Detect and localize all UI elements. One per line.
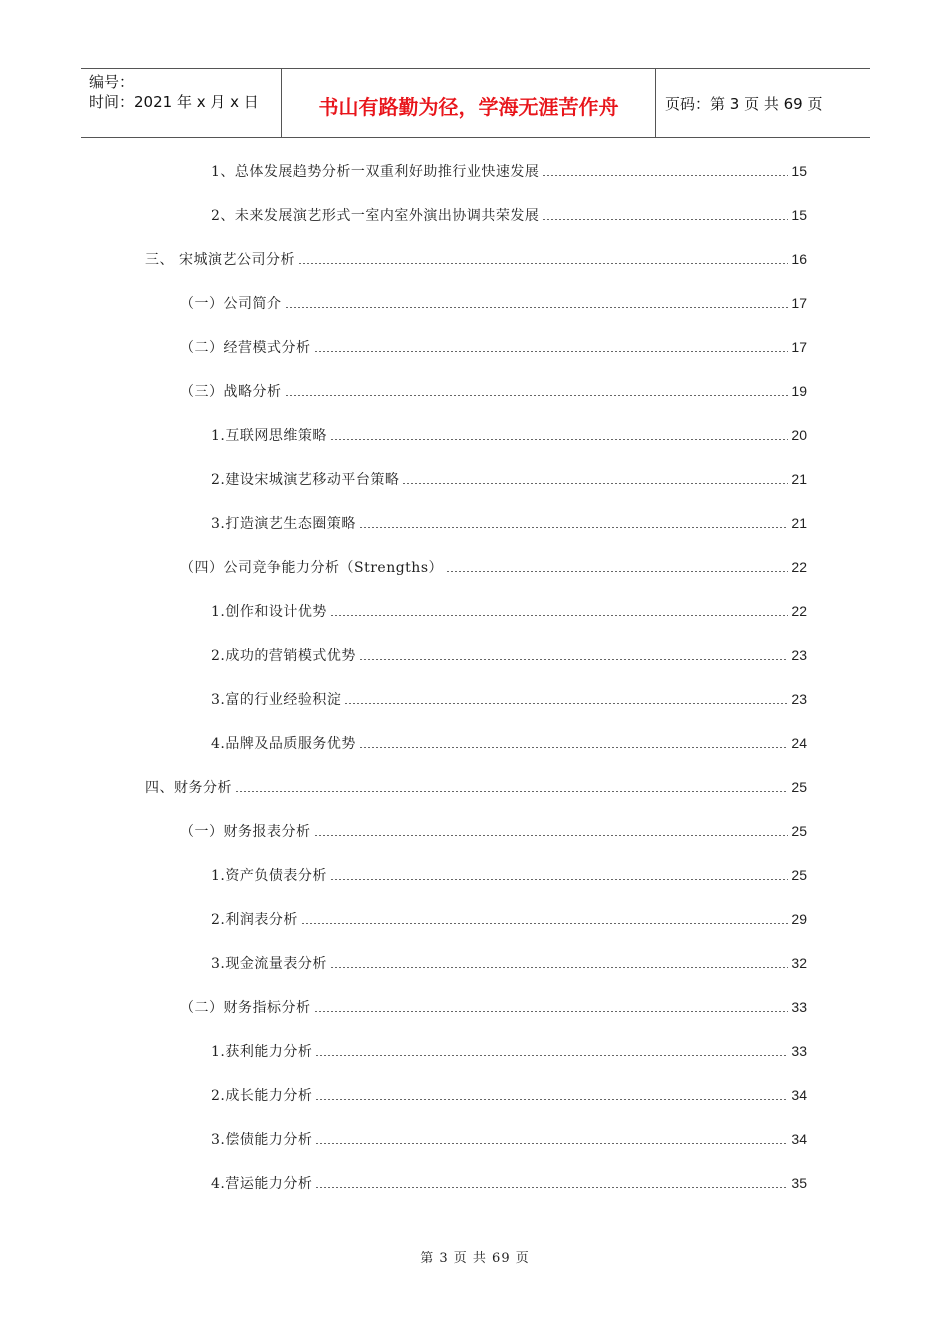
toc-entry[interactable] [145, 248, 807, 270]
toc-leader-dots [359, 659, 788, 660]
toc-entry[interactable] [211, 204, 807, 226]
toc-leader-dots [542, 175, 788, 176]
toc-entry[interactable] [211, 952, 807, 974]
toc-entry-title: （二）财务指标分析 [180, 1000, 311, 1016]
toc-entry-page: 20 [791, 427, 807, 443]
toc-entry-page: 17 [791, 295, 807, 311]
toc-leader-dots [235, 791, 788, 792]
toc-entry[interactable] [211, 644, 807, 666]
toc-entry[interactable] [211, 732, 807, 754]
toc-entry[interactable] [211, 688, 807, 710]
toc-entry-title: 1.资产负债表分析 [211, 868, 327, 884]
toc-entry-title: 2.成长能力分析 [211, 1088, 313, 1104]
toc-entry-title: 4.品牌及品质服务优势 [211, 736, 356, 752]
toc-entry[interactable] [180, 820, 807, 842]
toc-entry[interactable] [211, 908, 807, 930]
toc-entry-page: 33 [791, 1043, 807, 1059]
toc-entry-title: 1.创作和设计优势 [211, 604, 327, 620]
toc-entry[interactable] [145, 776, 807, 798]
toc-leader-dots [315, 1055, 788, 1056]
toc-leader-dots [315, 1143, 788, 1144]
toc-entry-page: 23 [791, 647, 807, 663]
toc-entry-page: 15 [791, 163, 807, 179]
toc-entry-title: 2.利润表分析 [211, 912, 298, 928]
toc-entry-title: 2.成功的营销模式优势 [211, 648, 356, 664]
toc-entry-title: 3.富的行业经验积淀 [211, 692, 342, 708]
toc-entry-title: 2、未来发展演艺形式一室内室外演出协调共荣发展 [211, 208, 540, 224]
toc-entry-title: 1、总体发展趋势分析一双重利好助推行业快速发展 [211, 164, 540, 180]
toc-leader-dots [285, 395, 789, 396]
toc-entry[interactable] [211, 1084, 807, 1106]
toc-entry-page: 24 [791, 735, 807, 751]
toc-entry-title: 4.营运能力分析 [211, 1176, 313, 1192]
toc-leader-dots [330, 615, 788, 616]
toc-entry-title: 3.现金流量表分析 [211, 956, 327, 972]
toc-entry[interactable] [211, 1040, 807, 1062]
toc-leader-dots [402, 483, 788, 484]
toc-entry-title: 2.建设宋城演艺移动平台策略 [211, 472, 400, 488]
toc-leader-dots [301, 923, 788, 924]
toc-entry-page: 35 [791, 1175, 807, 1191]
toc-entry-page: 21 [791, 471, 807, 487]
toc-entry[interactable] [180, 292, 807, 314]
toc-entry[interactable] [211, 424, 807, 446]
toc-entry-title: （二）经营模式分析 [180, 340, 311, 356]
toc-entry-title: 1.互联网思维策略 [211, 428, 327, 444]
toc-entry-title: （四）公司竞争能力分析（Strengths） [180, 560, 443, 576]
toc-entry-page: 25 [791, 779, 807, 795]
toc-leader-dots [344, 703, 788, 704]
toc-entry[interactable] [211, 600, 807, 622]
toc-leader-dots [285, 307, 789, 308]
toc-entry-page: 33 [791, 999, 807, 1015]
toc-entry-title: 四、财务分析 [145, 780, 232, 796]
toc-entry-page: 22 [791, 603, 807, 619]
toc-entry-title: 3.打造演艺生态圈策略 [211, 516, 356, 532]
toc-leader-dots [446, 571, 788, 572]
toc-entry-page: 23 [791, 691, 807, 707]
toc-leader-dots [315, 1187, 788, 1188]
toc-entry[interactable] [211, 864, 807, 886]
toc-entry-page: 25 [791, 823, 807, 839]
toc-entry-page: 22 [791, 559, 807, 575]
toc-leader-dots [314, 351, 789, 352]
toc-leader-dots [330, 967, 788, 968]
header-motto: 书山有路勤为径，学海无涯苦作舟 [318, 95, 619, 119]
toc-entry[interactable] [211, 1128, 807, 1150]
toc-entry[interactable] [211, 512, 807, 534]
page-footer: 第 3 页 共 69 页 [420, 1251, 530, 1266]
toc-entry[interactable] [180, 380, 807, 402]
toc-entry[interactable] [211, 160, 807, 182]
toc-entry-page: 21 [791, 515, 807, 531]
toc-leader-dots [315, 1099, 788, 1100]
toc-entry-title: 三、 宋城演艺公司分析 [145, 252, 295, 268]
toc-entry-title: （三）战略分析 [180, 384, 282, 400]
toc-leader-dots [314, 1011, 789, 1012]
toc-leader-dots [359, 747, 788, 748]
toc-entry-page: 29 [791, 911, 807, 927]
toc-entry-page: 34 [791, 1131, 807, 1147]
toc-entry-page: 32 [791, 955, 807, 971]
toc-entry-page: 19 [791, 383, 807, 399]
toc-entry-page: 17 [791, 339, 807, 355]
toc-entry-title: 1.获利能力分析 [211, 1044, 313, 1060]
toc-leader-dots [314, 835, 789, 836]
toc-entry-page: 25 [791, 867, 807, 883]
toc-entry[interactable] [180, 336, 807, 358]
toc-leader-dots [330, 879, 788, 880]
document-number-label: 编号： [89, 73, 135, 91]
toc-entry-page: 16 [791, 251, 807, 267]
toc-entry[interactable] [211, 1172, 807, 1194]
toc-entry-page: 34 [791, 1087, 807, 1103]
toc-leader-dots [359, 527, 788, 528]
toc-entry[interactable] [180, 996, 807, 1018]
toc-entry-title: 3.偿债能力分析 [211, 1132, 313, 1148]
toc-entry[interactable] [211, 468, 807, 490]
toc-entry-title: （一）公司简介 [180, 296, 282, 312]
toc-leader-dots [330, 439, 788, 440]
toc-leader-dots [542, 219, 788, 220]
toc-entry-page: 15 [791, 207, 807, 223]
document-date-label: 时间：2021 年 x 月 x 日 [89, 93, 259, 111]
toc-entry-title: （一）财务报表分析 [180, 824, 311, 840]
toc-leader-dots [298, 263, 788, 264]
header-page-info: 页码：第 3 页 共 69 页 [665, 95, 823, 113]
toc-entry[interactable] [180, 556, 807, 578]
